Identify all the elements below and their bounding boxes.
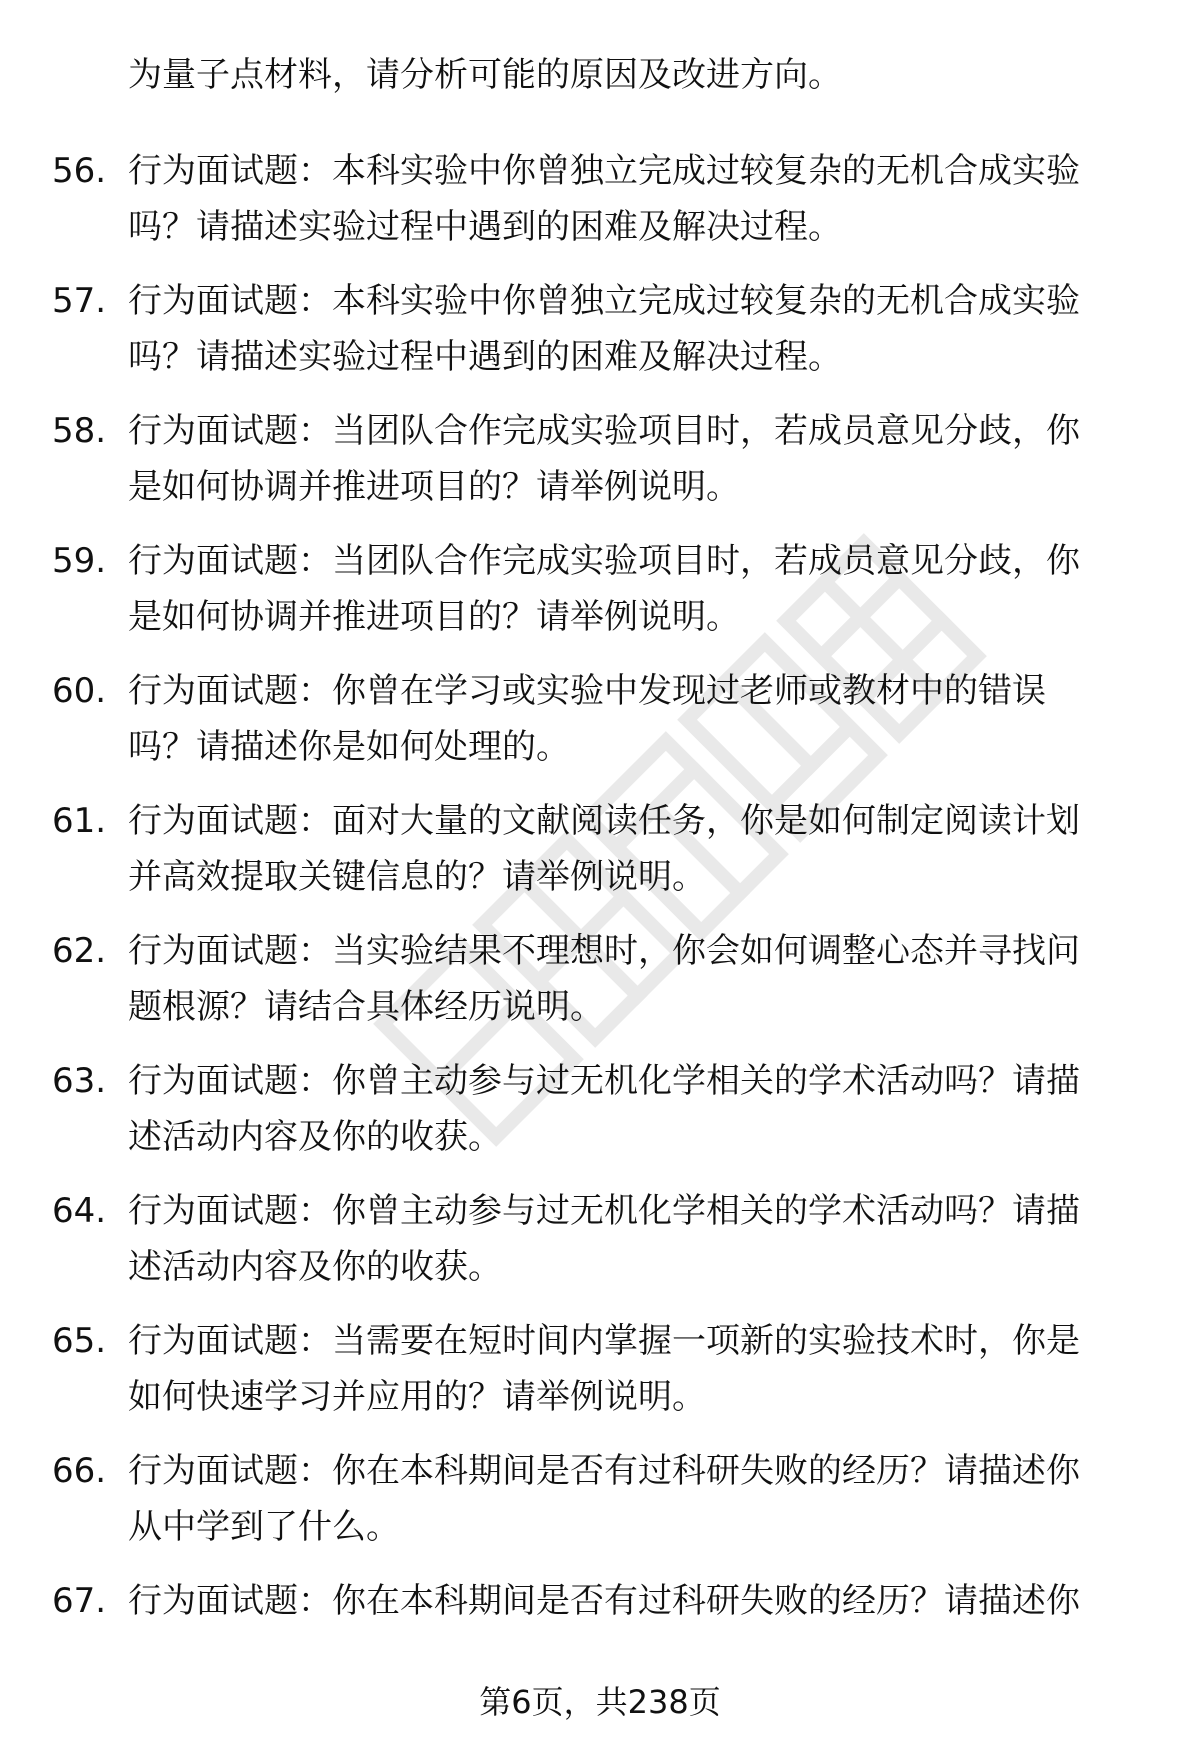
question-text-line-2: 述活动内容及你的收获。 xyxy=(128,1117,502,1157)
question-text-line-1: 行为面试题：本科实验中你曾独立完成过较复杂的无机合成实验 xyxy=(128,281,1080,321)
question-item xyxy=(0,668,1200,798)
question-number: 62. xyxy=(52,931,107,971)
question-number: 57. xyxy=(52,281,107,321)
question-number: 58. xyxy=(52,411,107,451)
question-number: 64. xyxy=(52,1191,107,1231)
page-footer: 第6页，共238页 xyxy=(479,1683,721,1721)
question-text-line-1: 行为面试题：当需要在短时间内掌握一项新的实验技术时，你是 xyxy=(128,1321,1080,1361)
question-text-line-1: 行为面试题：本科实验中你曾独立完成过较复杂的无机合成实验 xyxy=(128,151,1080,191)
question-item xyxy=(0,1058,1200,1188)
question-text-line-1: 行为面试题：你曾主动参与过无机化学相关的学术活动吗？请描 xyxy=(128,1061,1080,1101)
question-item xyxy=(0,148,1200,278)
question-text-line-2: 是如何协调并推进项目的？请举例说明。 xyxy=(128,467,740,507)
question-number: 60. xyxy=(52,671,107,711)
question-text-line-1: 行为面试题：当实验结果不理想时，你会如何调整心态并寻找问 xyxy=(128,931,1080,971)
question-number: 67. xyxy=(52,1581,107,1621)
question-number: 61. xyxy=(52,801,107,841)
question-text-line-2: 并高效提取关键信息的？请举例说明。 xyxy=(128,857,706,897)
question-text-line-2: 吗？请描述实验过程中遇到的困难及解决过程。 xyxy=(128,337,842,377)
question-number: 63. xyxy=(52,1061,107,1101)
question-item xyxy=(0,1448,1200,1578)
question-item xyxy=(0,798,1200,928)
question-item xyxy=(0,408,1200,538)
question-text-line-1: 行为面试题：当团队合作完成实验项目时，若成员意见分歧，你 xyxy=(128,411,1080,451)
question-text-line-1: 行为面试题：你曾主动参与过无机化学相关的学术活动吗？请描 xyxy=(128,1191,1080,1231)
question-text-line-2: 从中学到了什么。 xyxy=(128,1507,400,1547)
question-text-line-1: 行为面试题：当团队合作完成实验项目时，若成员意见分歧，你 xyxy=(128,541,1080,581)
question-item xyxy=(0,538,1200,668)
question-text-line-2: 吗？请描述你是如何处理的。 xyxy=(128,727,570,767)
question-text-line-1: 行为面试题：你在本科期间是否有过科研失败的经历？请描述你 xyxy=(128,1451,1080,1491)
question-list xyxy=(0,148,1200,1708)
question-text-line-2: 是如何协调并推进项目的？请举例说明。 xyxy=(128,597,740,637)
question-item xyxy=(0,278,1200,408)
question-text-line-1: 行为面试题：面对大量的文献阅读任务，你是如何制定阅读计划 xyxy=(128,801,1080,841)
continuation-text: 为量子点材料，请分析可能的原因及改进方向。 xyxy=(128,55,842,95)
question-item xyxy=(0,1318,1200,1448)
question-text-line-2: 吗？请描述实验过程中遇到的困难及解决过程。 xyxy=(128,207,842,247)
question-text-line-2: 述活动内容及你的收获。 xyxy=(128,1247,502,1287)
question-item xyxy=(0,1188,1200,1318)
question-number: 59. xyxy=(52,541,107,581)
question-text-line-1: 行为面试题：你在本科期间是否有过科研失败的经历？请描述你 xyxy=(128,1581,1080,1621)
question-text-line-2: 题根源？请结合具体经历说明。 xyxy=(128,987,604,1027)
question-text-line-2: 如何快速学习并应用的？请举例说明。 xyxy=(128,1377,706,1417)
question-number: 65. xyxy=(52,1321,107,1361)
question-text-line-1: 行为面试题：你曾在学习或实验中发现过老师或教材中的错误 xyxy=(128,671,1046,711)
question-number: 56. xyxy=(52,151,107,191)
question-number: 66. xyxy=(52,1451,107,1491)
question-item xyxy=(0,928,1200,1058)
